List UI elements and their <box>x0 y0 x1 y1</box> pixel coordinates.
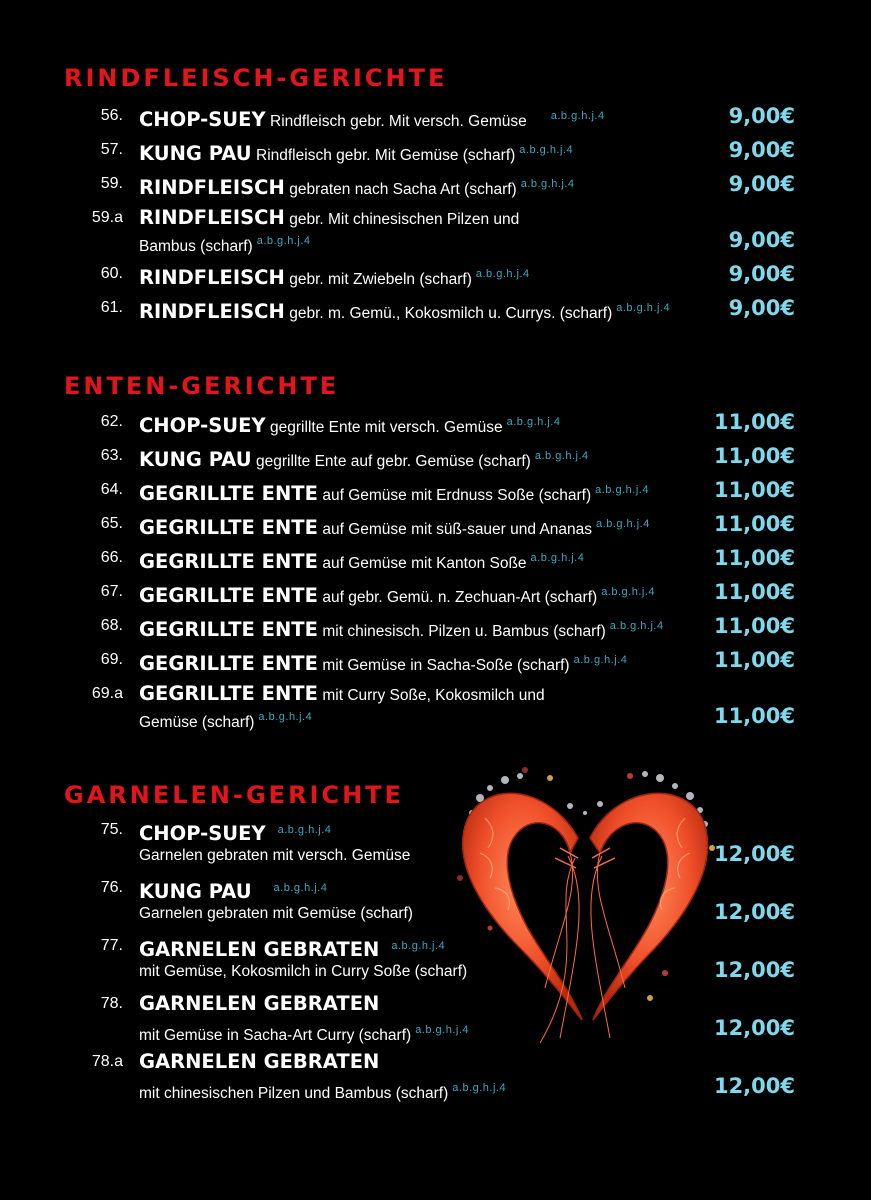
allergen-codes: a.b.g.h.j.4 <box>530 552 585 564</box>
allergen-codes: a.b.g.h.j.4 <box>616 302 671 314</box>
item-name: RINDFLEISCH <box>139 300 285 323</box>
allergen-codes: a.b.g.h.j.4 <box>601 586 656 598</box>
item-name: GARNELEN GEBRATEN <box>139 992 380 1015</box>
item-description: auf Gemüse mit süß-sauer und Ananas <box>322 521 593 538</box>
item-name: GARNELEN GEBRATEN <box>139 938 380 961</box>
allergen-codes: a.b.g.h.j.4 <box>415 1024 470 1036</box>
item-number: 68. <box>100 617 123 634</box>
item-name: GEGRILLTE ENTE <box>139 618 318 641</box>
item-price: 12,00€ <box>713 958 795 982</box>
allergen-codes: a.b.g.h.j.4 <box>452 1082 507 1094</box>
item-price: 11,00€ <box>713 444 795 468</box>
item-price: 11,00€ <box>713 410 795 434</box>
item-number: 69.a <box>91 685 123 702</box>
item-name: GEGRILLTE ENTE <box>139 584 318 607</box>
item-number: 75. <box>100 821 123 838</box>
allergen-codes: a.b.g.h.j.4 <box>534 450 589 462</box>
item-description-line2: mit Gemüse in Sacha-Art Curry (scharf) <box>139 1027 412 1044</box>
item-price: 11,00€ <box>713 704 795 728</box>
allergen-codes: a.b.g.h.j.4 <box>596 518 650 530</box>
allergen-codes: a.b.g.h.j.4 <box>520 178 575 190</box>
allergen-codes: a.b.g.h.j.4 <box>256 235 311 247</box>
item-description-line2: Gemüse (scharf) <box>139 714 255 731</box>
item-price: 12,00€ <box>713 900 795 924</box>
item-number: 65. <box>100 515 123 532</box>
item-name: KUNG PAU <box>139 448 252 471</box>
item-description: auf Gemüse mit Kanton Soße <box>322 555 527 572</box>
item-price: 9,00€ <box>728 172 795 196</box>
item-name: KUNG PAU <box>139 142 252 165</box>
allergen-codes: a.b.g.h.j.4 <box>595 484 649 496</box>
item-description-line2: mit chinesischen Pilzen und Bambus (scharf) <box>139 1085 449 1102</box>
item-number: 59. <box>100 175 123 192</box>
item-price: 11,00€ <box>713 580 795 604</box>
shrimp-heart-icon <box>450 758 725 1048</box>
item-description-line2: Bambus (scharf) <box>139 238 253 255</box>
item-number: 61. <box>100 299 123 316</box>
item-price: 9,00€ <box>728 228 795 252</box>
allergen-codes: a.b.g.h.j.4 <box>609 620 664 632</box>
item-number: 56. <box>100 107 123 124</box>
item-number: 76. <box>100 879 123 896</box>
item-price: 11,00€ <box>713 546 795 570</box>
item-price: 11,00€ <box>713 478 795 502</box>
item-number: 57. <box>100 141 123 158</box>
item-description: Rindfleisch gebr. Mit Gemüse (scharf) <box>256 147 516 164</box>
item-description: gebr. Mit chinesischen Pilzen und <box>289 211 520 228</box>
item-name: KUNG PAU <box>139 880 252 903</box>
item-name: RINDFLEISCH <box>139 176 285 199</box>
item-description-line2: mit Gemüse, Kokosmilch in Curry Soße (scharf) <box>139 963 468 980</box>
item-price: 11,00€ <box>713 648 795 672</box>
item-number: 67. <box>100 583 123 600</box>
item-description: mit Gemüse in Sacha-Soße (scharf) <box>322 657 570 674</box>
item-number: 78.a <box>91 1053 123 1070</box>
item-number: 59.a <box>91 209 123 226</box>
item-description: mit Curry Soße, Kokosmilch und <box>322 687 545 704</box>
item-price: 9,00€ <box>728 296 795 320</box>
item-price: 12,00€ <box>713 842 795 866</box>
item-price: 11,00€ <box>713 512 795 536</box>
item-description: auf gebr. Gemü. n. Zechuan-Art (scharf) <box>322 589 598 606</box>
item-description: gebraten nach Sacha Art (scharf) <box>289 181 517 198</box>
item-number: 78. <box>100 995 123 1012</box>
item-price: 9,00€ <box>728 104 795 128</box>
item-description: gebr. m. Gemü., Kokosmilch u. Currys. (scharf) <box>289 305 613 322</box>
allergen-codes: a.b.g.h.j.4 <box>258 711 313 723</box>
item-price: 9,00€ <box>728 138 795 162</box>
item-number: 77. <box>100 937 123 954</box>
item-name: GEGRILLTE ENTE <box>139 516 318 539</box>
item-name: CHOP-SUEY <box>139 822 266 845</box>
item-name: GEGRILLTE ENTE <box>139 682 318 705</box>
item-name: CHOP-SUEY <box>139 414 266 437</box>
allergen-codes: a.b.g.h.j.4 <box>573 654 628 666</box>
allergen-codes: a.b.g.h.j.4 <box>277 824 332 836</box>
item-description-line2: Garnelen gebraten mit Gemüse (scharf) <box>139 905 413 922</box>
allergen-codes: a.b.g.h.j.4 <box>506 416 561 428</box>
item-name: RINDFLEISCH <box>139 266 285 289</box>
item-price: 9,00€ <box>728 262 795 286</box>
item-description: gegrillte Ente mit versch. Gemüse <box>270 419 503 436</box>
item-name: GEGRILLTE ENTE <box>139 482 318 505</box>
item-name: GEGRILLTE ENTE <box>139 550 318 573</box>
item-number: 62. <box>100 413 123 430</box>
item-price: 12,00€ <box>713 1016 795 1040</box>
allergen-codes: a.b.g.h.j.4 <box>550 110 605 122</box>
item-name: GEGRILLTE ENTE <box>139 652 318 675</box>
allergen-codes: a.b.g.h.j.4 <box>273 882 328 894</box>
item-description: mit chinesisch. Pilzen u. Bambus (scharf) <box>322 623 606 640</box>
allergen-codes: a.b.g.h.j.4 <box>391 940 446 952</box>
section-title-garnelen: GARNELEN-GERICHTE <box>64 781 404 809</box>
item-number: 64. <box>100 481 123 498</box>
item-name: GARNELEN GEBRATEN <box>139 1050 380 1073</box>
item-description: auf Gemüse mit Erdnuss Soße (scharf) <box>322 487 592 504</box>
item-description: gegrillte Ente auf gebr. Gemüse (scharf) <box>256 453 531 470</box>
item-name: RINDFLEISCH <box>139 206 285 229</box>
item-name: CHOP-SUEY <box>139 108 266 131</box>
item-description-line2: Garnelen gebraten mit versch. Gemüse <box>139 847 411 864</box>
item-description: gebr. mit Zwiebeln (scharf) <box>289 271 472 288</box>
item-number: 60. <box>100 265 123 282</box>
item-number: 69. <box>100 651 123 668</box>
section-title-enten: ENTEN-GERICHTE <box>64 372 340 400</box>
item-number: 66. <box>100 549 123 566</box>
allergen-codes: a.b.g.h.j.4 <box>475 268 530 280</box>
item-description: Rindfleisch gebr. Mit versch. Gemüse <box>270 113 527 130</box>
allergen-codes: a.b.g.h.j.4 <box>519 144 574 156</box>
item-price: 12,00€ <box>713 1074 795 1098</box>
item-price: 11,00€ <box>713 614 795 638</box>
item-number: 63. <box>100 447 123 464</box>
section-title-rindfleisch: RINDFLEISCH-GERICHTE <box>64 64 448 92</box>
